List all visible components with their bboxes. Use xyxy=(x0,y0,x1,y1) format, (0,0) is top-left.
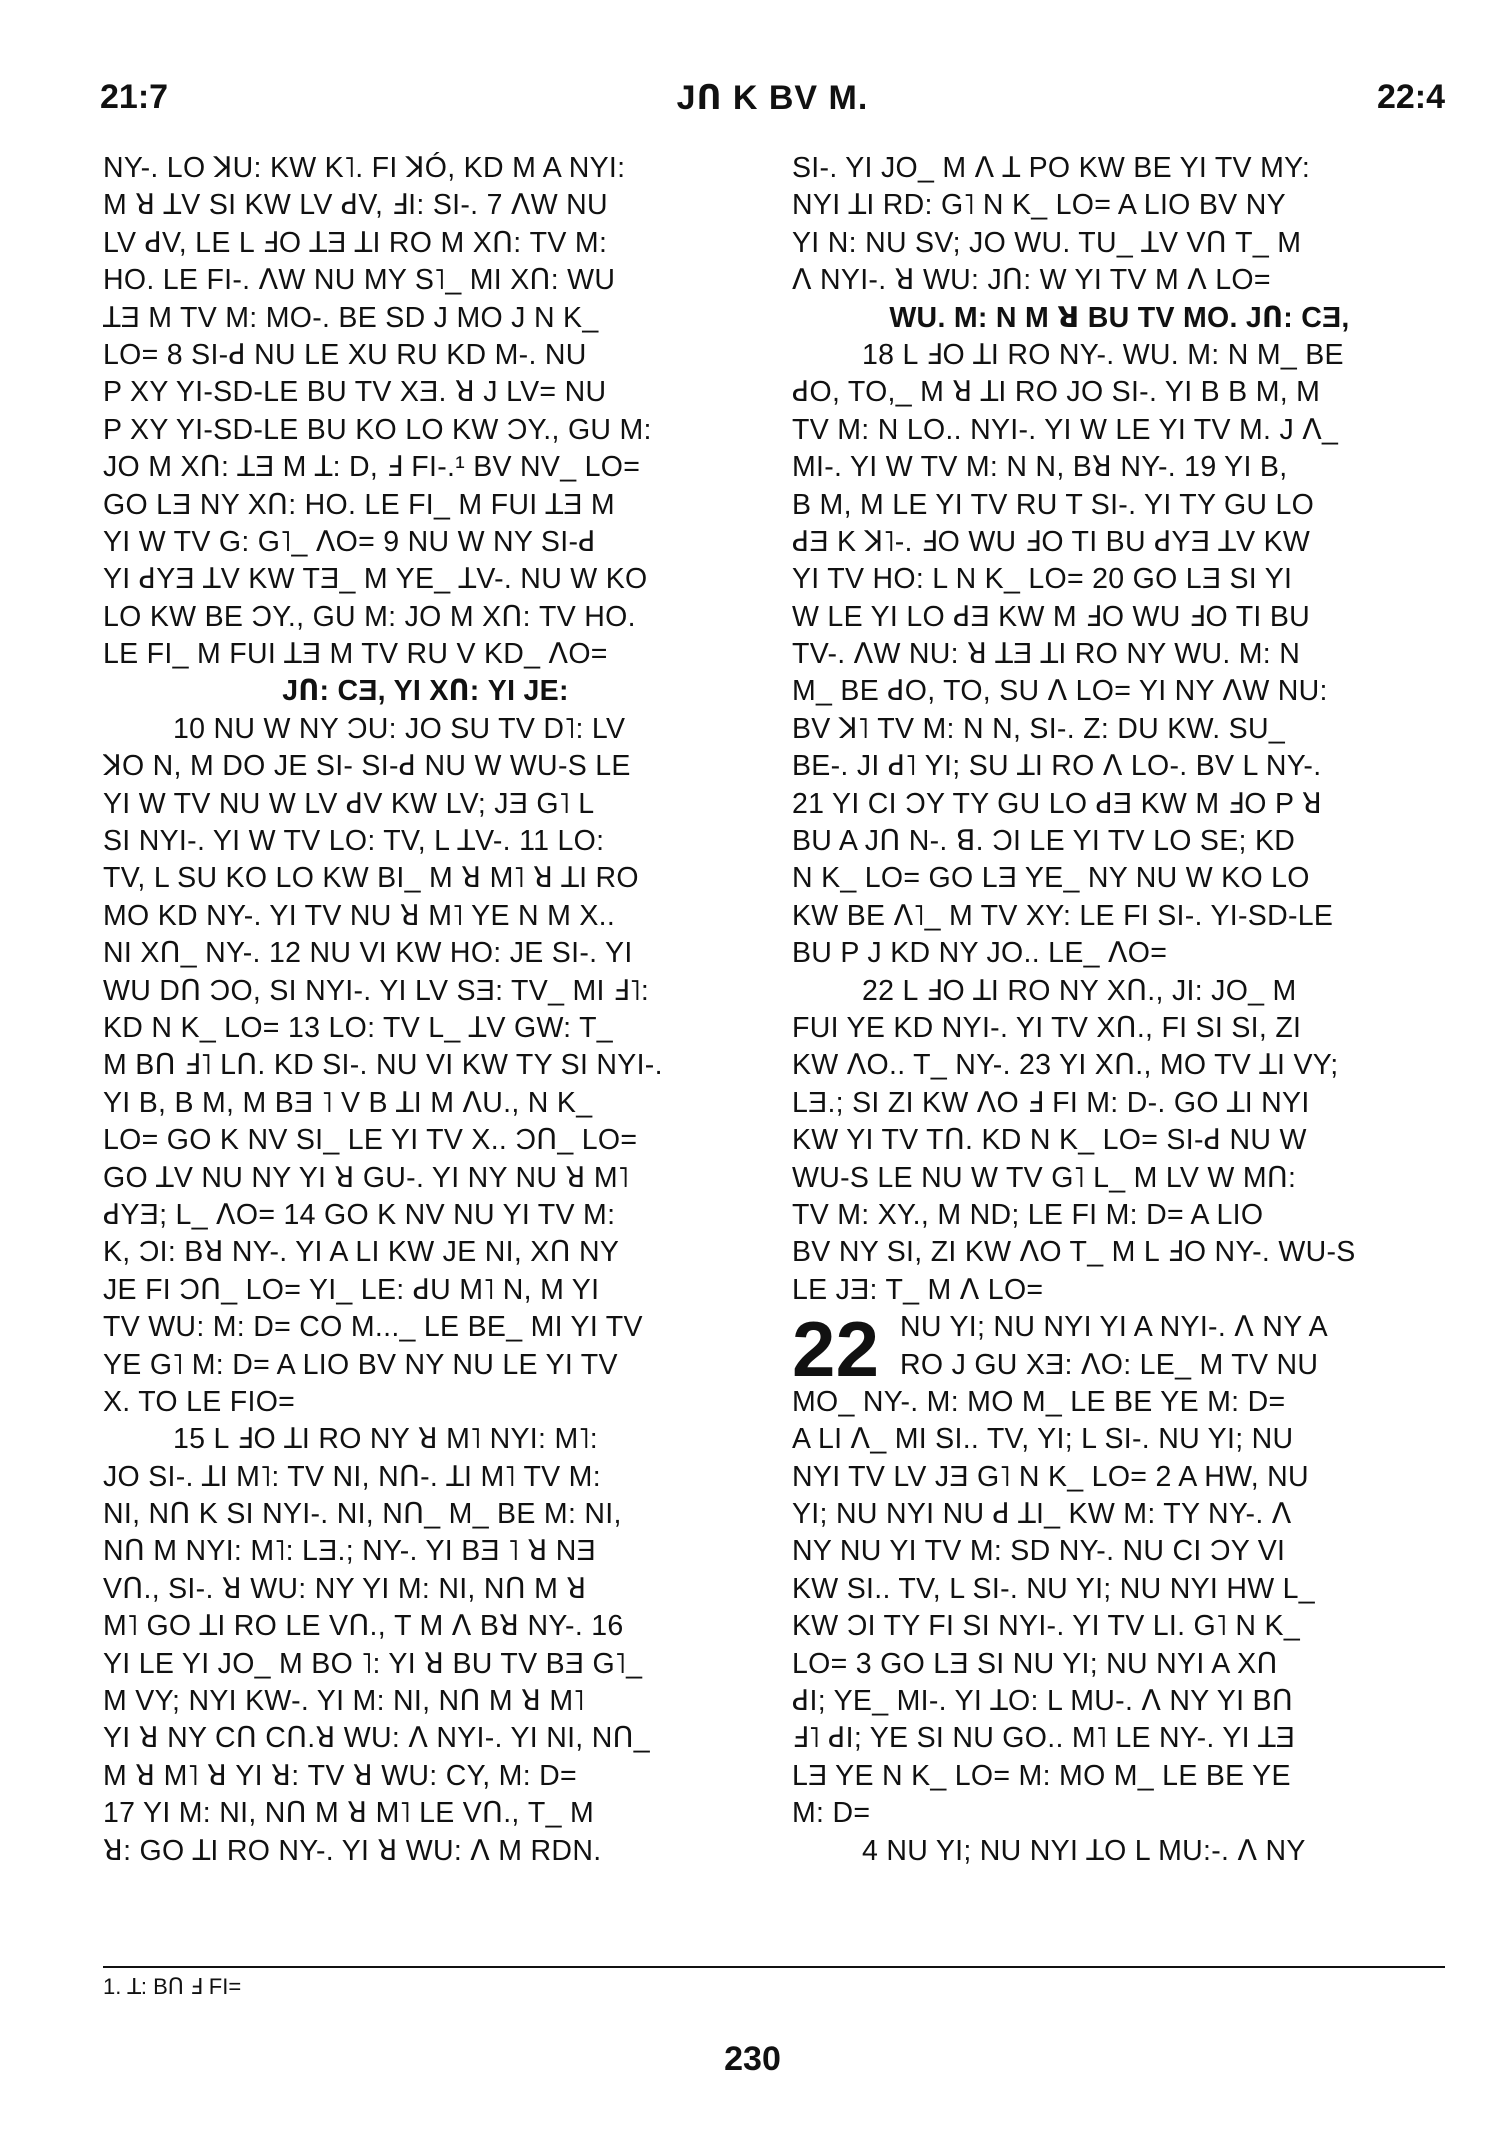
text-line: X. TO LE FIO= xyxy=(103,1385,296,1418)
left-column xyxy=(103,150,748,1870)
text-line: BU P J KD NY JO.. LE_ ꓥO= xyxy=(792,937,1168,970)
text-line: YE G˥ M: D= A LIO BV NY NU LE YI TV xyxy=(103,1348,618,1381)
text-line: KD N K_ LO= 13 LO: TV L_ ꓕV GW: T_ xyxy=(103,1011,613,1044)
footnote: 1. ꓕ: BՈ ꓞ FI= xyxy=(103,1974,242,1999)
text-line: TV-. ꓥW NU: ꓤ ꓕƎ ꓕI RO NY WU. M: N xyxy=(792,638,1301,671)
text-line: MO_ NY-. M: MO M_ LE BE YE M: D= xyxy=(792,1385,1286,1418)
text-line: K, ƆI: Bꓤ NY-. YI A LI KW JE NI, XՈ NY xyxy=(103,1236,620,1269)
text-line: NI XՈ_ NY-. 12 NU VI KW HO: JE SI-. YI xyxy=(103,937,633,970)
text-line: LE JƎ: T_ M ꓥ LO= xyxy=(792,1273,1044,1306)
right-column-top xyxy=(792,150,1447,1309)
text-line: JO M XՈ: ꓕƎ M ꓕ: D, ꓞ FI-.¹ BV NV_ LO= xyxy=(103,451,641,484)
header-book-title: JՈ K BV M. xyxy=(676,79,869,117)
text-line: NY NU YI TV M: SD NY-. NU CI ƆY VI xyxy=(792,1535,1286,1568)
text-line: WU DՈ ƆO, SI NYI-. YI LV SƎ: TV_ MI ꓞ˥: xyxy=(103,974,650,1007)
text-line: NY-. LO ꓘU: KW K˥. FI ꓘÓ, KD M A NYI: xyxy=(103,152,626,184)
text-line: NYI TV LV JƎ G˥ N K_ LO= 2 A HW, NU xyxy=(792,1460,1309,1493)
text-line: BE-. JI ꓒ˥ YI; SU ꓕI RO ꓥ LO-. BV L NY-. xyxy=(792,750,1322,783)
text-line: BV NY SI, ZI KW ꓥO T_ M L ꓞO NY-. WU-S xyxy=(792,1236,1356,1269)
footnote-divider xyxy=(103,1966,1445,1968)
text-line: LO= 3 GO LƎ SI NU YI; NU NYI A XՈ xyxy=(792,1647,1278,1680)
text-line: NI, NՈ K SI NYI-. NI, NՈ_ M_ BE M: NI, xyxy=(103,1498,622,1531)
text-line: NՈ M NYI: M˥: LƎ.; NY-. YI BƎ ˥ ꓤ NƎ xyxy=(103,1535,596,1568)
text-line: 4 NU YI; NU NYI ꓕO L MU:-. ꓥ NY xyxy=(862,1834,1306,1867)
text-line: SI-. YI JO_ M ꓥ ꓕ PO KW BE YI TV MY: xyxy=(792,152,1311,184)
text-line: YI TV HO: L N K_ LO= 20 GO LƎ SI YI xyxy=(792,563,1293,596)
header-right-reference: 22:4 xyxy=(1376,78,1445,116)
text-line: 15 L ꓞO ꓕI RO NY ꓤ M˥ NYI: M˥: xyxy=(173,1423,598,1456)
text-line: GO LƎ NY XՈ: HO. LE FI_ M FUI ꓕƎ M xyxy=(103,488,615,521)
section-heading: JՈ: CƎ, YI XՈ: YI JE: xyxy=(282,675,569,708)
text-line: LO= GO K NV SI_ LE YI TV X.. ƆՈ_ LO= xyxy=(103,1124,638,1157)
text-line: ꓞ˥ ꓒI; YE SI NU GO.. M˥ LE NY-. YI ꓕƎ xyxy=(792,1722,1296,1755)
text-line: TV WU: M: D= CO M..._ LE BE_ MI YI TV xyxy=(103,1311,643,1344)
text-line: LE FI_ M FUI ꓕƎ M TV RU V KD_ ꓥO= xyxy=(103,638,608,671)
text-line: YI W TV G: G˥_ ꓥO= 9 NU W NY SI-ꓒ xyxy=(103,525,596,558)
text-line: VՈ., SI-. ꓤ WU: NY YI M: NI, NՈ M ꓤ xyxy=(103,1572,587,1605)
chapter-start xyxy=(792,1305,1447,1394)
text-line: TV M: N LO.. NYI-. YI W LE YI TV M. J ꓥ_ xyxy=(792,413,1339,446)
text-line: W LE YI LO ꓒƎ KW M ꓞO WU ꓞO TI BU xyxy=(792,600,1311,633)
text-line: YI B, B M, M BƎ ˥ V B ꓕI M ꓥU., N K_ xyxy=(103,1086,593,1119)
text-line: M BՈ ꓞ˥ LՈ. KD SI-. NU VI KW TY SI NYI-. xyxy=(103,1049,663,1082)
text-line: WU-S LE NU W TV G˥ L_ M LV W MՈ: xyxy=(792,1161,1297,1194)
text-line: 18 L ꓞO ꓕI RO NY-. WU. M: N M_ BE xyxy=(862,338,1344,371)
text-line: LV ꓒV, LE L ꓞO ꓕƎ ꓕI RO M XՈ: TV M: xyxy=(103,226,608,259)
text-line: MI-. YI W TV M: N N, Bꓤ NY-. 19 YI B, xyxy=(792,451,1288,484)
text-line: TV, L SU KO LO KW BI_ M ꓤ M˥ ꓤ ꓕI RO xyxy=(103,862,639,895)
text-line: NYI ꓕI RD: G˥ N K_ LO= A LIO BV NY xyxy=(792,189,1286,222)
text-line: KW SI.. TV, L SI-. NU YI; NU NYI HW L_ xyxy=(792,1572,1315,1605)
text-line: ꓒO, TO,_ M ꓤ ꓕI RO JO SI-. YI B B M, M xyxy=(792,376,1321,409)
text-line: ꓒI; YE_ MI-. YI ꓕO: L MU-. ꓥ NY YI BՈ xyxy=(792,1685,1294,1718)
text-line: BU A JՈ N-. ꓭ. ƆI LE YI TV LO SE; KD xyxy=(792,825,1296,858)
text-line: KW ƆI TY FI SI NYI-. YI TV LI. G˥ N K_ xyxy=(792,1610,1300,1643)
text-line: YI W TV NU W LV ꓒV KW LV; JƎ G˥ L xyxy=(103,787,595,820)
text-line: 17 YI M: NI, NՈ M ꓤ M˥ LE VՈ., T_ M xyxy=(103,1797,594,1830)
text-line: N K_ LO= GO LƎ YE_ NY NU W KO LO xyxy=(792,862,1310,895)
text-line: M: D= xyxy=(792,1797,871,1830)
text-line: JO SI-. ꓕI M˥: TV NI, NՈ-. ꓕI M˥ TV M: xyxy=(103,1460,601,1493)
text-line: KW BE ꓥ˥_ M TV XY: LE FI SI-. YI-SD-LE xyxy=(792,899,1334,932)
text-line: TV M: XY., M ND; LE FI M: D= A LIO xyxy=(792,1198,1264,1231)
header-left-reference: 21:7 xyxy=(100,78,169,116)
text-line: M ꓤ ꓕV SI KW LV ꓒV, ꓞI: SI-. 7 ꓥW NU xyxy=(103,189,608,222)
text-line: HO. LE FI-. ꓥW NU MY S˥_ MI XՈ: WU xyxy=(103,264,616,297)
text-line: M VY; NYI KW-. YI M: NI, NՈ M ꓤ M˥ xyxy=(103,1685,585,1718)
text-line: LO= 8 SI-ꓒ NU LE XU RU KD M-. NU xyxy=(103,338,587,371)
text-line: ꓤ: GO ꓕI RO NY-. YI ꓤ WU: ꓥ M RDN. xyxy=(103,1834,602,1867)
text-line: YI N: NU SV; JO WU. TU_ ꓕV VՈ T_ M xyxy=(792,226,1302,259)
chapter-number: 22 xyxy=(792,1305,880,1394)
text-line: A LI ꓥ_ MI SI.. TV, YI; L SI-. NU YI; NU xyxy=(792,1423,1294,1456)
text-line: ꓘO N, M DO JE SI- SI-ꓒ NU W WU-S LE xyxy=(103,750,631,783)
text-line: KW YI TV TՈ. KD N K_ LO= SI-ꓒ NU W xyxy=(792,1124,1307,1157)
text-line: B M, M LE YI TV RU T SI-. YI TY GU LO xyxy=(792,488,1315,521)
text-line: YI ꓒYƎ ꓕV KW TƎ_ M YE_ ꓕV-. NU W KO xyxy=(103,563,648,596)
text-line: LƎ.; SI ZI KW ꓥO ꓞ FI M: D-. GO ꓕI NYI xyxy=(792,1086,1310,1119)
chapter-first-line: NU YI; NU NYI YI A NYI-. ꓥ NY A xyxy=(900,1311,1328,1344)
text-line: M ꓤ M˥ ꓤ YI ꓤ: TV ꓤ WU: CY, M: D= xyxy=(103,1759,577,1792)
text-line: P XY YI-SD-LE BU KO LO KW ƆY., GU M: xyxy=(103,413,652,446)
text-line: LO KW BE ƆY., GU M: JO M XՈ: TV HO. xyxy=(103,600,636,633)
text-line: M˥ GO ꓕI RO LE VՈ., T M ꓥ Bꓤ NY-. 16 xyxy=(103,1610,624,1643)
text-line: LƎ YE N K_ LO= M: MO M_ LE BE YE xyxy=(792,1759,1291,1792)
text-line: SI NYI-. YI W TV LO: TV, L ꓕV-. 11 LO: xyxy=(103,825,605,858)
page-number: 230 xyxy=(724,2040,781,2078)
text-line: JE FI ƆՈ_ LO= YI_ LE: ꓒU M˥ N, M YI xyxy=(103,1273,600,1306)
text-line: 21 YI CI ƆY TY GU LO ꓒƎ KW M ꓞO P ꓤ xyxy=(792,787,1323,820)
chapter-second-line: RO J GU XƎ: ꓥO: LE_ M TV NU xyxy=(900,1348,1319,1381)
text-line: YI; NU NYI NU ꓒ ꓕI_ KW M: TY NY-. ꓥ xyxy=(792,1498,1292,1531)
running-header xyxy=(100,78,1445,134)
section-heading: WU. M: N M ꓤ BU TV MO. JՈ: CƎ, xyxy=(889,301,1350,334)
text-line: BV ꓘ˥ TV M: N N, SI-. Z: DU KW. SU_ xyxy=(792,712,1285,745)
text-line: ꓕƎ M TV M: MO-. BE SD J MO J N K_ xyxy=(103,301,599,334)
text-line: MO KD NY-. YI TV NU ꓤ M˥ YE N M X.. xyxy=(103,899,616,932)
text-line: 22 L ꓞO ꓕI RO NY XՈ., JI: JO_ M xyxy=(862,974,1297,1007)
text-line: ꓥ NYI-. ꓤ WU: JՈ: W YI TV M ꓥ LO= xyxy=(792,264,1271,297)
text-line: YI LE YI JO_ M BO ˥: YI ꓤ BU TV BƎ G˥_ xyxy=(103,1647,643,1680)
text-line: M_ BE ꓒO, TO, SU ꓥ LO= YI NY ꓥW NU: xyxy=(792,675,1328,708)
right-column-bottom xyxy=(792,1384,1447,1870)
text-line: 10 NU W NY ƆU: JO SU TV D˥: LV xyxy=(173,712,626,745)
text-line: YI ꓤ NY CՈ CՈ.ꓤ WU: ꓥ NYI-. YI NI, NՈ_ xyxy=(103,1722,650,1755)
text-line: ꓒYƎ; L_ ꓥO= 14 GO K NV NU YI TV M: xyxy=(103,1198,616,1231)
text-line: P XY YI-SD-LE BU TV XƎ. ꓤ J LV= NU xyxy=(103,376,607,409)
text-line: KW ꓥO.. T_ NY-. 23 YI XՈ., MO TV ꓕI VY; xyxy=(792,1049,1339,1082)
text-line: GO ꓕV NU NY YI ꓤ GU-. YI NY NU ꓤ M˥ xyxy=(103,1161,630,1194)
right-column xyxy=(792,150,1447,1870)
text-line: FUI YE KD NYI-. YI TV XՈ., FI SI SI, ZI xyxy=(792,1011,1302,1044)
text-line: ꓒƎ K ꓘ˥-. ꓞO WU ꓞO TI BU ꓒYƎ ꓕV KW xyxy=(792,525,1311,558)
